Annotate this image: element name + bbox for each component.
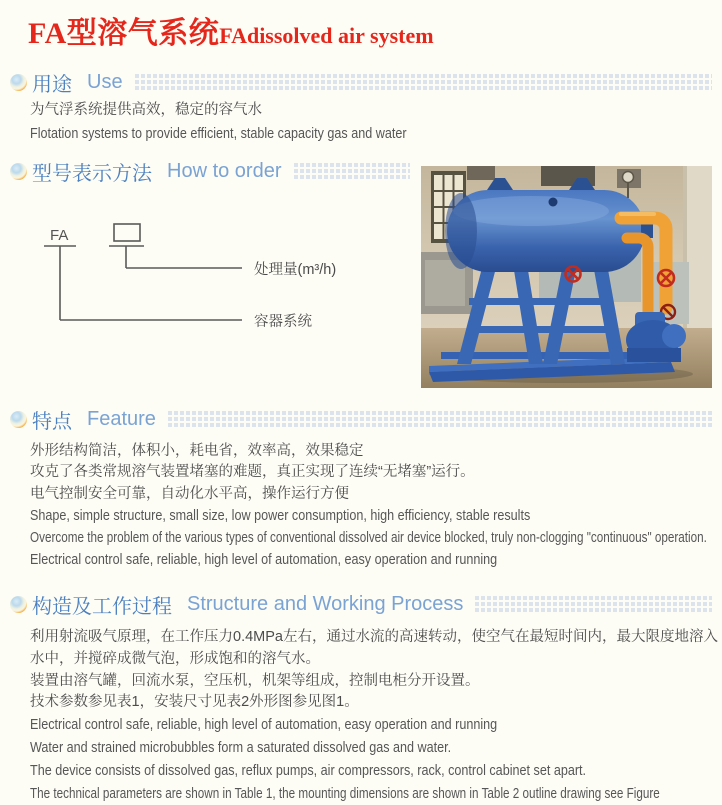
section-bullet-icon: [10, 411, 27, 428]
section-bullet-icon: [10, 74, 27, 91]
feature-line: Overcome the problem of the various types of conventional dissolved air device blocked, truly non-clogging "continuous" operation.: [30, 529, 707, 547]
vessel-system-label: 容器系统: [254, 314, 312, 330]
use-paragraph: [30, 99, 722, 146]
model-designation-diagram: [30, 216, 410, 338]
feature-line: 攻克了各类常规溶气装置堵塞的难题，真正实现了连续“无堵塞”运行。: [30, 464, 475, 481]
equipment-photo: [421, 166, 712, 388]
section-header-use: [10, 70, 712, 96]
page-title-zh: FA型溶气系统: [28, 17, 220, 50]
section-title-zh: 型号表示方法: [32, 162, 152, 185]
feature-line: Shape, simple structure, small size, low power consumption, high efficiency, stable results: [30, 506, 531, 524]
section-title-zh: 特点: [32, 410, 72, 433]
process-line: 技术参数参见表1，安装尺寸见表2外形图参见图1。: [30, 694, 359, 711]
process-paragraph: [30, 627, 722, 805]
process-line: 利用射流吸气原理，在工作压力0.4MPa左右，通过水流的高速转动，使空气在最短时间内，最大限度地溶入水中，并搅碎成微气泡，形成饱和的溶气水。: [30, 629, 718, 667]
process-line: Water and strained microbubbles form a saturated dissolved gas and water.: [30, 738, 452, 756]
capacity-label: 处理量(m³/h): [254, 262, 337, 278]
use-line-en: Flotation systems to provide efficient, stable capacity gas and water: [30, 125, 407, 142]
section-title-en: Structure and Working Process: [187, 592, 464, 615]
feature-line: 电气控制安全可靠，自动化水平高，操作运行方便: [30, 485, 349, 502]
section-header-feature: [10, 407, 712, 433]
process-line: 装置由溶气罐，回流水泵，空压机，机架等组成，控制电柜分开设置。: [30, 672, 480, 689]
section-header-order: [10, 159, 410, 185]
section-title-zh: 构造及工作过程: [32, 595, 172, 618]
section-header-process: [10, 592, 712, 618]
process-line: Electrical control safe, reliable, high level of automation, easy operation and running: [30, 716, 498, 734]
model-size-box: [114, 224, 140, 241]
header-stripe-band: [135, 74, 712, 90]
process-line: The technical parameters are shown in Table 1, the mounting dimensions are shown in Table 2 outline drawing see Figure: [30, 784, 660, 802]
feature-paragraph: [30, 441, 722, 572]
vent-fitting: [549, 198, 558, 207]
feature-line: Electrical control safe, reliable, high level of automation, easy operation and running: [30, 551, 498, 569]
use-line-zh: 为气浮系统提供高效，稳定的容气水: [30, 102, 262, 118]
model-prefix-label: FA: [50, 227, 69, 244]
feature-line: 外形结构简洁，体积小，耗电省，效率高，效果稳定: [30, 443, 364, 459]
header-stripe-band: [475, 596, 712, 612]
process-line: The device consists of dissolved gas, reflux pumps, air compressors, rack, control cabinet set apart.: [30, 761, 587, 779]
section-title-zh: 用途: [32, 73, 72, 96]
header-stripe-band: [294, 163, 411, 179]
section-bullet-icon: [10, 163, 27, 180]
header-stripe-band: [168, 411, 712, 427]
section-title-en: How to order: [167, 159, 282, 182]
section-title-en: Feature: [87, 407, 156, 430]
section-title-en: Use: [87, 70, 123, 93]
page-title: [28, 8, 434, 52]
page-title-en: FAdissolved air system: [219, 23, 434, 48]
section-bullet-icon: [10, 596, 27, 613]
